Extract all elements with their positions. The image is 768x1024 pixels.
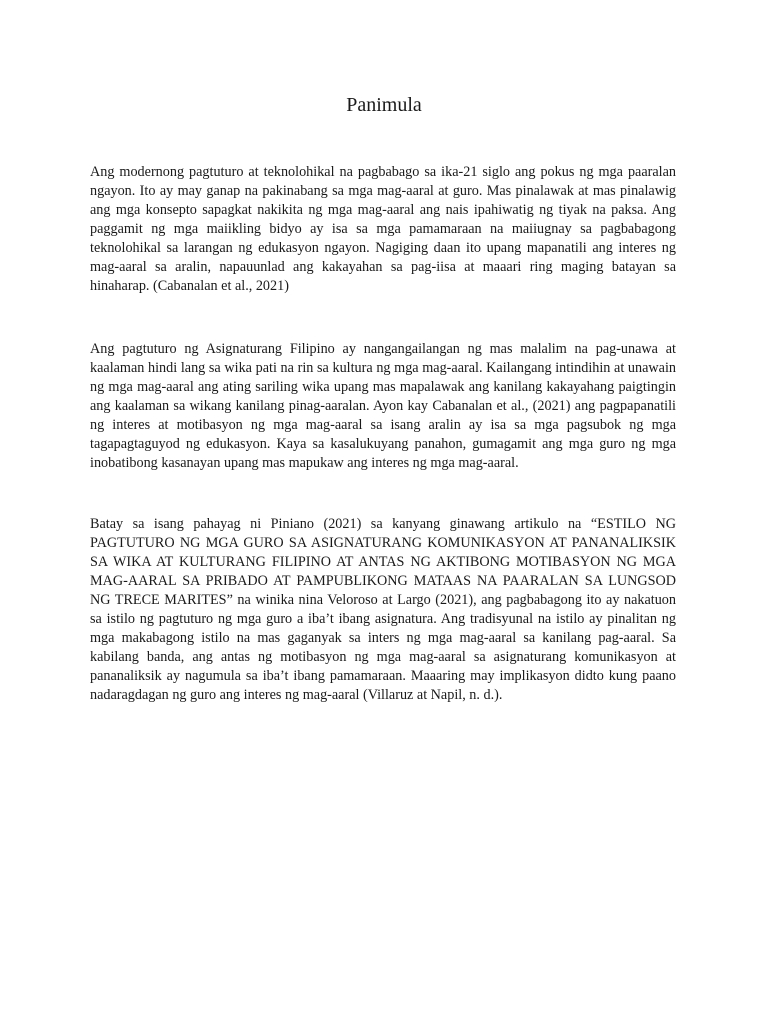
paragraph-3: Batay sa isang pahayag ni Piniano (2021) sa kanyang ginawang artikulo na “ESTILO NG PAGTUTURO NG MGA GURO SA ASIGNATURANG KOMUNIKASYON AT PANANALIKSIK SA WIKA AT KULTURANG FILIPINO AT ANTAS NG AKTIBONG MOTIBASYON NG MGA MAG-AARAL SA PRIBADO AT PAMPUBLIKONG MATAAS NA PAARALAN SA LUNGSOD NG TRECE MARITES” na winika nina Veloroso at Largo (2021), ang pagbabagong ito ay nakatuon sa istilo ng pagtuturo ng mga guro a iba’t ibang asignatura. Ang tradisyunal na istilo ay pinalitan ng mga makabagong istilo na mas gaganyak sa inters ng mga mag-aaral sa kanilang pag-aaral. Sa kabilang banda, ang antas ng motibasyon ng mga mag-aaral sa asignaturang komunikasyon at pananaliksik ay nagumula sa iba’t ibang pamamaraan. Maaaring may implikasyon didto kung paano nadaragdagan ng guro ang interes ng mag-aaral (Villaruz at Napil, n. d.). [90, 516, 676, 703]
page-title: Panimula [346, 94, 422, 116]
paragraph-2: Ang pagtuturo ng Asignaturang Filipino ay nangangailangan ng mas malalim na pag-unawa at kaalaman hindi lang sa wika pati na rin sa kultura ng mga mag-aaral. Kailangang intindihin at unawain ng mga mag-aaral ang ating sariling wika upang mas mapalawak ang kanilang kakayahang paigtingin ang kaalaman sa wikang kanilang pinag-aaralan. Ayon kay Cabanalan et al., (2021) ang pagpapanatili ng interes at motibasyon ng mga mag-aaral sa isang aralin ay isa sa mga pagsubok ng mga tagapagtaguyod ng edukasyon. Kaya sa kasalukuyang panahon, gumagamit ang mga guro ng mga inobatibong kasanayan upang mas mapukaw ang interes ng mga mag-aaral. [90, 341, 676, 471]
paragraph-1: Ang modernong pagtuturo at teknolohikal na pagbabago sa ika-21 siglo ang pokus ng mga paaralan ngayon. Ito ay may ganap na pakinabang sa mga mag-aaral at guro. Mas pinalawak at mas pinalawig ang mga konsepto sapagkat nakikita ng mga mag-aaral ang nais ipahiwatig ng tiyak na paksa. Ang paggamit ng mga maiikling bidyo ay isa sa mga pamamaraan na maiiugnay sa pagbabagong teknolohikal sa larangan ng edukasyon ngayon. Nagiging daan ito upang mapanatili ang interes ng mag-aaral sa aralin, napauunlad ang kakayahan sa pag-iisa at maaari ring maging batayan sa hinaharap. (Cabanalan et al., 2021) [90, 164, 676, 294]
